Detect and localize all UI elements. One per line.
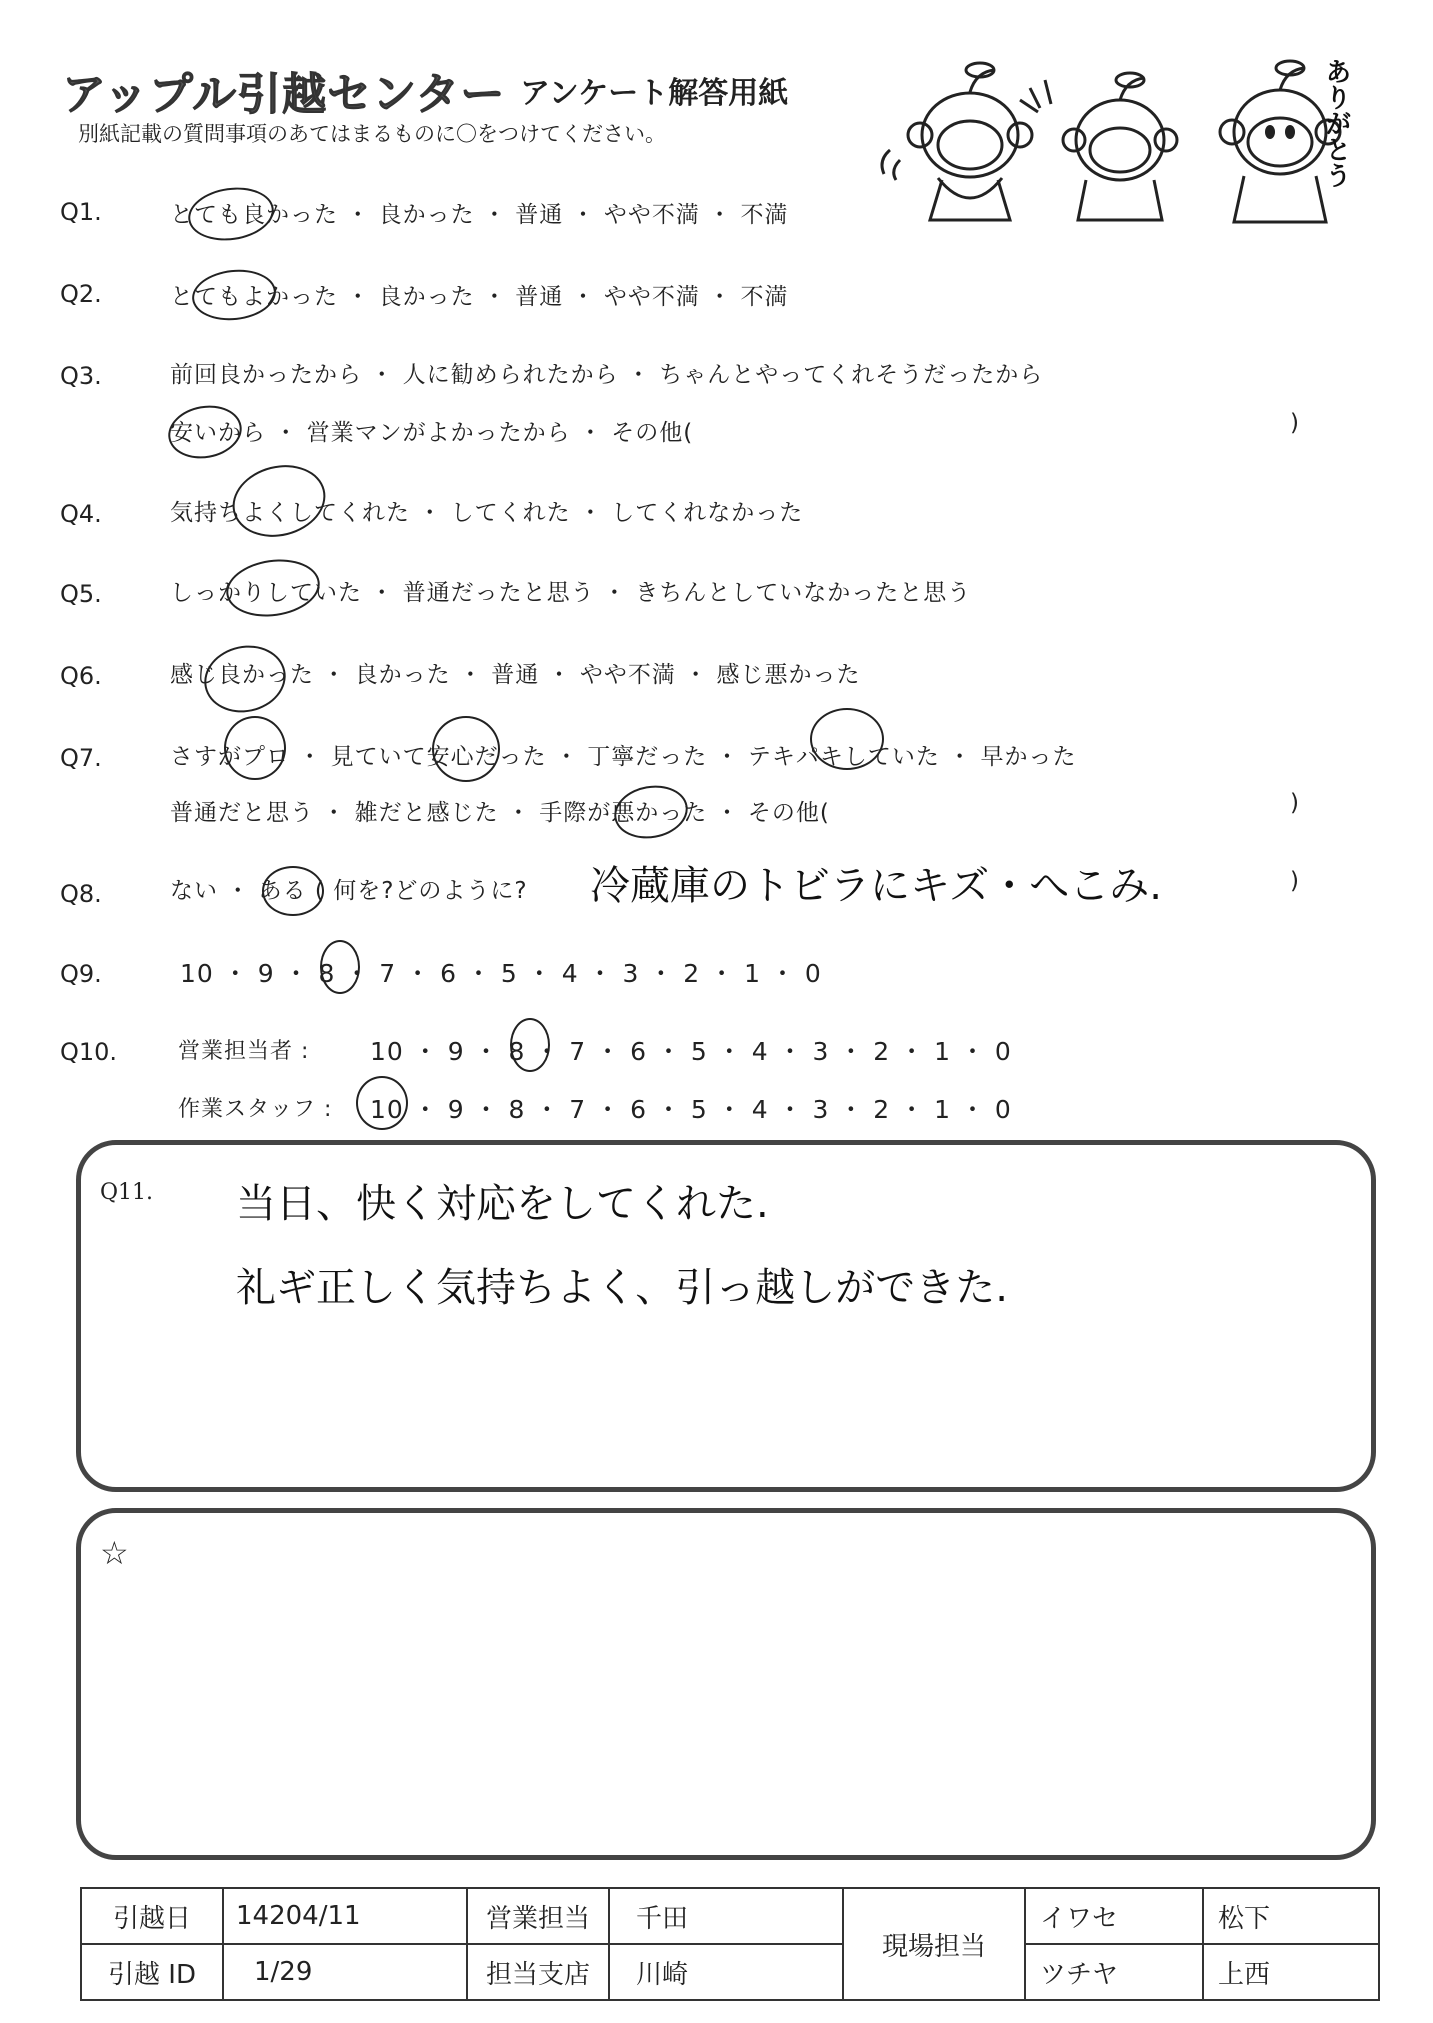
q9-scale: 10 ・ 9 ・ 8 ・ 7 ・ 6 ・ 5 ・ 4 ・ 3 ・ 2 ・ 1 ・ 0 [180,959,822,988]
site-label: 現場担当 [843,1888,1025,2000]
q6-label: Q6. [60,662,102,690]
q2-answer-circle [190,266,279,325]
q9-answer-circle [320,940,360,994]
q10-sales-label: 営業担当者 : [178,1039,310,1064]
q11-handwritten-line2: 礼ギ正しく気持ちよく、引っ越しができた. [236,1265,1008,1311]
q7-options-line1: さすがプロ ・ 見ていて安心だった ・ 丁寧だった ・ テキパキしていた ・ 早かった [170,744,1077,770]
q10-staff-scale: 10 ・ 9 ・ 8 ・ 7 ・ 6 ・ 5 ・ 4 ・ 3 ・ 2 ・ 1 ・ 0 [370,1095,1012,1124]
q2-label: Q2. [60,280,102,308]
q9-label: Q9. [60,960,102,988]
q7-answer-circle-2 [432,716,500,782]
q3-options-line1: 前回良かったから ・ 人に勧められたから ・ ちゃんとやってくれそうだったから [170,362,1044,388]
company-name: アップル引越センター [62,69,506,120]
site-staff-4: 上西 [1203,1944,1379,2000]
form-title: アンケート解答用紙 [520,76,789,111]
q6-answer-circle [198,638,292,720]
branch-label: 担当支店 [467,1944,609,2000]
q4-options: 気持ちよくしてくれた ・ してくれた ・ してくれなかった [170,500,804,526]
q10-sales-scale: 10 ・ 9 ・ 8 ・ 7 ・ 6 ・ 5 ・ 4 ・ 3 ・ 2 ・ 1 ・ 0 [370,1037,1012,1066]
site-staff-2: 松下 [1203,1888,1379,1944]
q6-options: 感じ良かった ・ 良かった ・ 普通 ・ やや不満 ・ 感じ悪かった [170,662,861,688]
q3-options-line2: 安いから ・ 営業マンがよかったから ・ その他( [170,420,694,446]
q10-label: Q10. [60,1038,118,1066]
q4-answer-circle [225,456,333,547]
move-id-value: 1/29 [223,1944,467,2000]
q11-handwritten-line1: 当日、快く対応をしてくれた. [236,1181,769,1227]
q3-close-paren: ) [1290,410,1299,436]
branch-value: 川崎 [609,1944,843,2000]
star-icon: ☆ [100,1534,129,1572]
q1-options: とても良かった ・ 良かった ・ 普通 ・ やや不満 ・ 不満 [170,202,789,228]
q1-answer-circle [185,182,277,245]
q5-answer-circle [223,554,324,623]
footer-table [80,1887,1380,2001]
q3-label: Q3. [60,362,102,390]
q8-close-paren: ) [1290,868,1299,894]
monkey-mascots-illustration [880,40,1350,230]
sales-label: 営業担当 [467,1888,609,1944]
q7-answer-circle-3 [810,708,884,770]
q1-label: Q1. [60,198,102,226]
q7-answer-circle-1 [224,716,286,780]
q3-answer-circle [164,400,246,464]
q5-options: しっかりしていた ・ 普通だったと思う ・ きちんとしていなかったと思う [170,580,972,606]
q10-staff-answer-circle [356,1076,408,1130]
q7-options-line2: 普通だと思う ・ 雑だと感じた ・ 手際が悪かった ・ その他( [170,800,830,826]
q7-close-paren: ) [1290,790,1299,816]
instruction-text: 別紙記載の質問事項のあてはまるものに〇をつけてください。 [78,122,666,146]
move-date-label: 引越日 [81,1888,223,1944]
q7-label: Q7. [60,744,102,772]
q8-options: ない ・ ある ( 何を?どのように? [170,878,528,904]
q8-answer-circle [262,866,324,916]
q2-options: とてもよかった ・ 良かった ・ 普通 ・ やや不満 ・ 不満 [170,284,789,310]
q10-sales-answer-circle [510,1018,550,1072]
q5-label: Q5. [60,580,102,608]
notes-box [76,1508,1376,1860]
site-staff-1: イワセ [1025,1888,1203,1944]
sales-value: 千田 [609,1888,843,1944]
q10-staff-label: 作業スタッフ : [178,1097,333,1122]
move-id-label: 引越 ID [81,1944,223,2000]
mascot-thanks-text: ありがとう [1321,58,1351,188]
site-staff-3: ツチヤ [1025,1944,1203,2000]
q8-label: Q8. [60,880,102,908]
move-date-value: 14204/11 [223,1888,467,1944]
q4-label: Q4. [60,500,102,528]
q8-handwritten-answer: 冷蔵庫のトビラにキズ・へこみ. [590,863,1162,909]
q7-answer-circle-4 [610,780,692,844]
q11-label: Q11. [100,1180,154,1205]
